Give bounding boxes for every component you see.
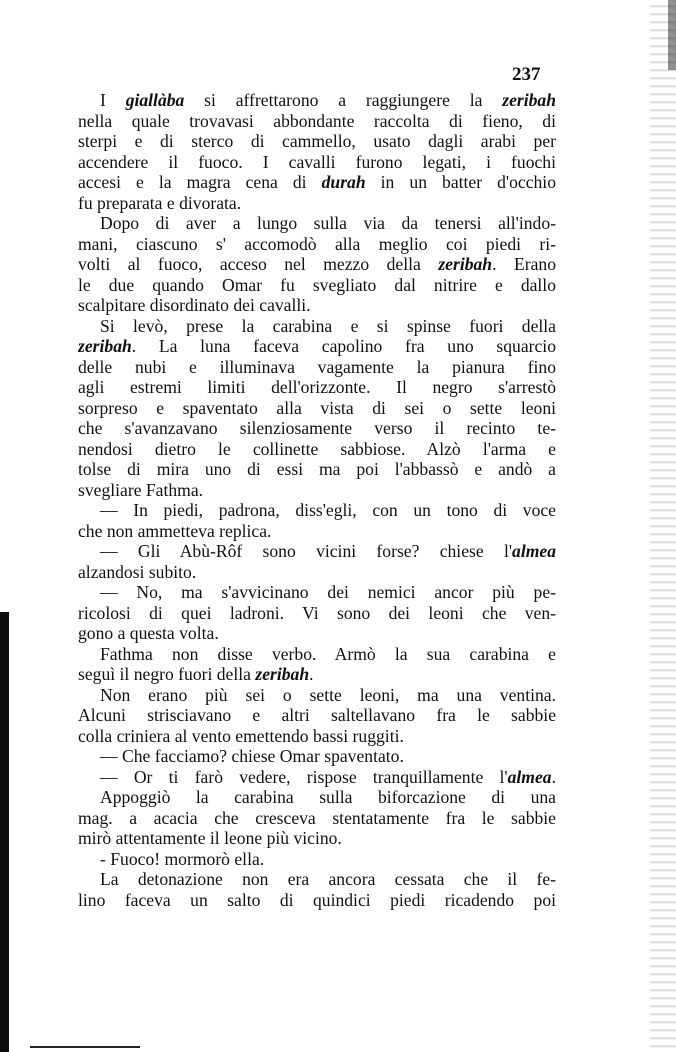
text-segment: colla criniera al vento emettendo bassi ruggiti. [78,725,404,746]
text-line [78,254,556,275]
text-segment: La detonazione non era ancora cessata che il fe- [100,869,556,889]
text-segment: si affrettarono a raggiungere la [184,90,503,110]
text-line [78,377,556,398]
text-line [78,131,556,152]
text-line [78,152,556,173]
text-line [78,336,556,357]
text-segment: . [309,664,314,684]
text-line [78,603,556,624]
text-line [78,644,556,665]
text-segment: fu preparata e divorata. [78,192,242,213]
text-segment: nella quale trovavasi abbondante raccolta di fieno, di [78,110,556,131]
text-segment: svegliare Fathma. [78,479,204,500]
text-segment: che non ammetteva replica. [78,520,272,541]
italic-term: giallàba [125,90,185,110]
text-line [78,664,556,685]
text-segment: gono a questa volta. [78,623,219,643]
italic-term: durah [321,172,366,192]
scan-edge-shadow [0,612,9,1052]
text-line [78,623,556,644]
text-line [78,90,556,111]
text-line [78,418,556,439]
text-line [78,521,556,542]
text-line [78,685,556,706]
page-number: 237 [512,64,541,85]
text-line [78,439,556,460]
text-segment: alzandosi subito. [78,561,197,582]
italic-term: almea [512,541,556,561]
text-line [78,890,556,911]
text-segment: — Or ti farò vedere, rispose tranquillamente l' [100,766,508,787]
text-line [78,295,556,316]
text-segment: che s'avanzavano silenziosamente verso il recinto te- [78,418,556,438]
text-line [78,705,556,726]
text-segment: tolse di mira uno di essi ma poi l'abbassò e andò a [78,459,556,479]
text-segment: — Che facciamo? chiese Omar spaventato. [100,746,404,766]
text-segment: Si levò, prese la carabina e si spinse fuori della [100,315,556,336]
text-line [78,357,556,378]
text-segment: agli estremi limiti dell'orizzonte. Il negro s'arrestò [78,377,556,397]
text-segment: mani, ciascuno s' accomodò alla meglio coi piedi ri- [78,233,556,254]
text-line [78,500,556,521]
text-segment: seguì il negro fuori della [78,664,256,684]
text-line [78,234,556,255]
text-segment: mag. a acacia che cresceva stentatamente fra le sabbie [78,807,556,828]
text-segment: delle nubi e illuminava vagamente la pianura fino [78,356,556,377]
scan-edge-rule [30,1046,140,1048]
scan-right-corner [668,0,676,70]
text-line [78,726,556,747]
text-segment: I [100,90,126,110]
text-segment: ricolosi di quei ladroni. Vi sono dei leoni che ven- [78,602,556,623]
text-segment: nendosi dietro le collinette sabbiose. Alzò l'arma e [78,438,556,459]
text-segment: volti al fuoco, acceso nel mezzo della [78,254,439,274]
text-segment: . La luna faceva capolino fra uno squarcio [131,336,556,356]
text-segment: . Erano [492,254,556,274]
text-segment: lino faceva un salto di quindici piedi ricadendo poi [78,889,556,910]
text-segment: Alcuni strisciavano e altri saltellavano fra le sabbie [78,705,556,725]
scan-right-edge [650,0,676,1052]
text-line [78,562,556,583]
text-segment: accesi e la magra cena di [78,172,322,192]
text-segment: — In piedi, padrona, diss'egli, con un tono di voce [100,500,556,520]
text-line [78,849,556,870]
text-line [78,459,556,480]
text-segment: mirò attentamente il leone più vicino. [78,828,342,848]
text-line [78,316,556,337]
text-segment: Non erano più sei o sette leoni, ma una ventina. [100,684,556,705]
text-line [78,869,556,890]
text-line [78,172,556,193]
text-segment: Dopo di aver a lungo sulla via da tenersi all'indo- [100,213,556,233]
text-line [78,582,556,603]
text-line [78,193,556,214]
text-segment: scalpitare disordinato dei cavalli. [78,295,311,315]
italic-term: zeribah [502,90,556,110]
text-segment: accendere il fuoco. I cavalli furono legati, i fuochi [78,151,556,172]
text-segment: sterpi e di sterco di cammello, usato dagli arabi per [78,131,556,151]
italic-term: almea [507,766,552,787]
italic-term: zeribah [78,336,132,356]
text-line [78,541,556,562]
text-segment: Fathma non disse verbo. Armò la sua carabina e [100,643,556,664]
text-line [78,746,556,767]
text-line [78,808,556,829]
text-line [78,480,556,501]
body-text [78,90,556,910]
text-segment: sorpreso e spaventato alla vista di sei o sette leoni [78,397,556,418]
text-segment: le due quando Omar fu svegliato dal nitrire e dallo [78,274,556,295]
text-segment: - Fuoco! mormorò ella. [100,848,265,869]
text-line [78,828,556,849]
italic-term: zeribah [438,254,493,274]
text-line [78,275,556,296]
text-segment: Appoggiò la carabina sulla biforcazione di una [100,787,556,807]
italic-term: zeribah [255,664,310,684]
text-segment: in un batter d'occhio [365,172,556,192]
text-line [78,767,556,788]
text-line [78,787,556,808]
text-segment: . [551,766,556,787]
text-line [78,398,556,419]
text-segment: — Gli Abù-Rôf sono vicini forse? chiese l' [100,541,513,561]
text-segment: — No, ma s'avvicinano dei nemici ancor più pe- [100,582,556,602]
text-line [78,213,556,234]
text-line [78,111,556,132]
